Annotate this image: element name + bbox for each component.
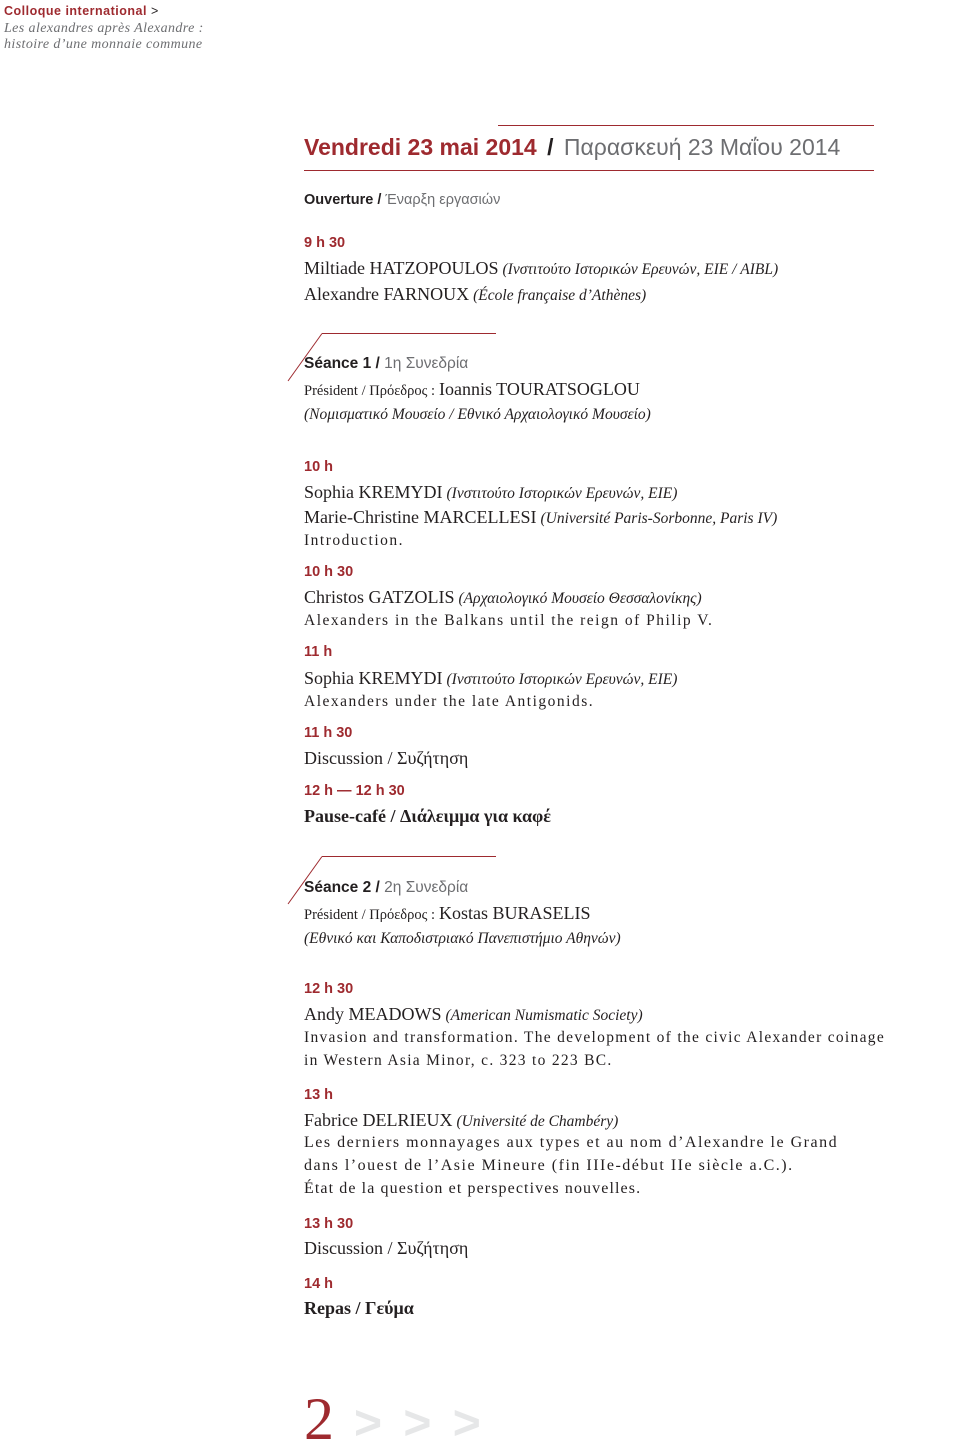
meal-label: Repas / Γεύμα [304, 1298, 414, 1318]
discussion-label: Discussion / Συζήτηση [304, 1238, 469, 1258]
president-name: Kostas BURASELIS [439, 903, 591, 923]
speaker-affiliation: (Ινστιτούτο Ιστορικών Ερευνών, ΕΙΕ / AIBL) [502, 261, 779, 278]
slot-time: 13 h [304, 1087, 334, 1103]
slot-time: 11 h 30 [304, 725, 353, 741]
speaker-name: Andy MEADOWS [304, 1004, 442, 1024]
speaker-affiliation: (American Numismatic Society) [445, 1007, 643, 1024]
discussion-label: Discussion / Συζήτηση [304, 748, 469, 768]
talk-title-line3: État de la question et perspectives nouvelles. [304, 1180, 642, 1197]
opening-slash: / [377, 192, 382, 208]
speaker-name: Marie-Christine MARCELLESI [304, 507, 537, 527]
talk-title: Alexanders in the Balkans until the reign of Philip V. [304, 612, 714, 629]
day-heading [304, 134, 840, 161]
speaker-name: Miltiade HATZOPOULOS [304, 258, 499, 278]
slot-speaker [304, 507, 777, 528]
series-arrow: > [150, 4, 159, 18]
session1-president-affiliation: (Νομισματικό Μουσείο / Εθνικό Αρχαιολογικό Μουσείο) [304, 406, 651, 423]
opening-heading [304, 192, 500, 208]
session1-title [304, 355, 468, 373]
session2-title [304, 879, 468, 897]
slot-time: 10 h 30 [304, 564, 354, 580]
speaker-affiliation: (Ινστιτούτο Ιστορικών Ερευνών, ΕΙΕ) [446, 671, 678, 688]
speaker-name: Alexandre FARNOUX [304, 284, 470, 304]
opening-speaker-1 [304, 258, 778, 279]
session2-president-affiliation: (Εθνικό και Καποδιστριακό Πανεπιστήμιο Αθηνών) [304, 930, 621, 947]
slot-time: 10 h [304, 459, 334, 475]
slot-time: 13 h 30 [304, 1216, 354, 1232]
talk-title-line1: Invasion and transformation. The development of the civic Alexander coinage [304, 1029, 885, 1046]
header-title-line2: histoire d’une monnaie commune [4, 37, 203, 52]
speaker-affiliation: (École française d’Athènes) [473, 287, 647, 304]
session2-title-gr: 2η Συνεδρία [384, 879, 469, 896]
speaker-affiliation: (Université de Chambéry) [456, 1113, 619, 1130]
opening-fr: Ouverture [304, 192, 374, 208]
day-rule-top [498, 125, 874, 126]
session2-president [304, 903, 591, 924]
slot-speaker [304, 482, 677, 503]
day-slash: / [547, 134, 554, 160]
page-number: 2 [304, 1386, 334, 1452]
slot-time: 12 h 30 [304, 981, 354, 997]
slot-speaker [304, 587, 702, 608]
speaker-affiliation: (Université Paris-Sorbonne, Paris IV) [540, 510, 778, 527]
slot-speaker [304, 668, 677, 689]
speaker-name: Fabrice DELRIEUX [304, 1110, 453, 1130]
series-label: Colloque international [4, 4, 147, 18]
header-title-line1: Les alexandres après Alexandre : [4, 21, 204, 36]
day-fr: Vendredi 23 mai 2014 [304, 134, 537, 160]
opening-time: 9 h 30 [304, 235, 346, 251]
session2-title-fr: Séance 2 [304, 879, 372, 896]
speaker-affiliation: (Ινστιτούτο Ιστορικών Ερευνών, ΕΙΕ) [446, 485, 678, 502]
slot-time: 11 h [304, 644, 333, 660]
speaker-name: Sophia KREMYDI [304, 668, 443, 688]
talk-title: Introduction. [304, 532, 404, 549]
speaker-name: Christos GATZOLIS [304, 587, 455, 607]
opening-gr: Έναρξη εργασιών [385, 192, 501, 208]
session1-title-fr: Séance 1 [304, 355, 372, 372]
president-name: Ioannis TOURATSOGLOU [439, 379, 640, 399]
slot-speaker [304, 1004, 643, 1025]
speaker-affiliation: (Αρχαιολογικό Μουσείο Θεσσαλονίκης) [458, 590, 702, 607]
opening-speaker-2 [304, 284, 646, 305]
slot-time: 12 h — 12 h 30 [304, 783, 405, 799]
talk-title-line2: dans l’ouest de l’Asie Mineure (fin IIIe-début IIe siècle a.C.). [304, 1157, 794, 1174]
president-label: Président / Πρόεδρος : [304, 907, 436, 923]
talk-title-line2: in Western Asia Minor, c. 323 to 223 BC. [304, 1052, 613, 1069]
series-line [4, 2, 204, 20]
speaker-name: Sophia KREMYDI [304, 482, 443, 502]
day-gr: Παρασκευή 23 Μαΐου 2014 [563, 134, 841, 160]
break-label: Pause-café / Διάλειμμα για καφέ [304, 806, 551, 826]
talk-title-line1: Les derniers monnayages aux types et au nom d’Alexandre le Grand [304, 1134, 839, 1151]
session1-slash: / [375, 355, 380, 372]
session1-president [304, 379, 640, 400]
running-header [4, 2, 204, 53]
session2-slash: / [375, 879, 380, 896]
slot-speaker [304, 1110, 618, 1131]
session1-title-gr: 1η Συνεδρία [384, 355, 469, 372]
day-rule-bottom [304, 170, 874, 171]
footer-arrows: > > > [354, 1397, 485, 1450]
president-label: Président / Πρόεδρος : [304, 383, 436, 399]
slot-time: 14 h [304, 1276, 334, 1292]
talk-title: Alexanders under the late Antigonids. [304, 693, 595, 710]
